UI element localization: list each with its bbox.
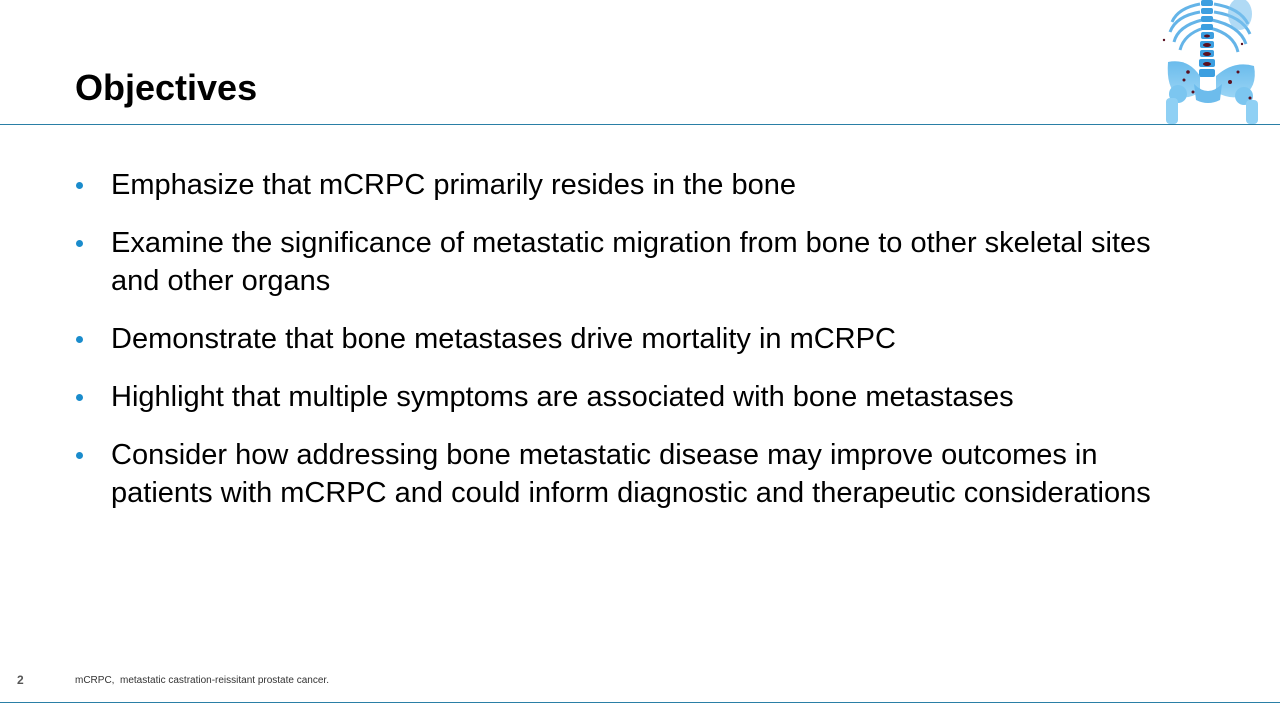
list-item [75, 436, 1195, 512]
bullet-icon [76, 240, 83, 247]
bullet-icon [76, 182, 83, 189]
bullet-text: Highlight that multiple symptoms are associated with bone metastases [111, 381, 1014, 413]
skeleton-bone-scan-icon [1148, 0, 1274, 124]
objectives-list [75, 166, 1195, 532]
list-item [75, 320, 1195, 358]
bullet-text: Demonstrate that bone metastases drive mortality in mCRPC [111, 323, 896, 355]
page-number: 2 [17, 673, 24, 687]
footnote: mCRPC, metastatic castration-reissitant prostate cancer. [75, 675, 329, 686]
slide-title: Objectives [75, 67, 258, 108]
header-divider [0, 124, 1280, 125]
bullet-text: Consider how addressing bone metastatic disease may improve outcomes in patients with mCRPC and could inform diagnostic and therapeutic considerations [111, 439, 1151, 509]
list-item [75, 166, 1195, 204]
bullet-text: Emphasize that mCRPC primarily resides in the bone [111, 169, 796, 201]
footer-divider [0, 702, 1280, 703]
bullet-icon [76, 452, 83, 459]
bullet-icon [76, 336, 83, 343]
list-item [75, 224, 1195, 300]
list-item [75, 378, 1195, 416]
bullet-text: Examine the significance of metastatic migration from bone to other skeletal sites and other organs [111, 227, 1151, 297]
bullet-icon [76, 394, 83, 401]
